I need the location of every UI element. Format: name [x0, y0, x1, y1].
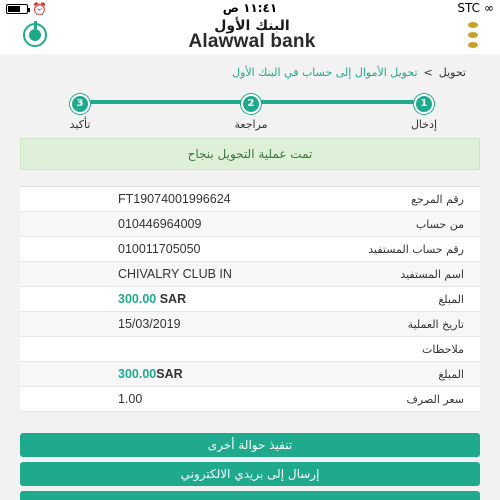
logo-arabic: البنك الأول — [214, 18, 290, 34]
detail-value: 010446964009 — [118, 217, 202, 231]
detail-label: رقم حساب المستفيد — [368, 243, 464, 256]
detail-label: سعر الصرف — [406, 393, 464, 406]
main-content — [0, 54, 500, 500]
status-right — [457, 1, 494, 15]
detail-row-reference — [20, 187, 480, 212]
send-email-button[interactable]: إرسال إلى بريدي الالكتروني — [20, 462, 480, 486]
alarm-icon: ⏰ — [32, 2, 47, 16]
detail-row-beneficiary-account — [20, 237, 480, 262]
detail-value: FT19074001996624 — [118, 192, 231, 206]
detail-row-from-account — [20, 212, 480, 237]
logo-english: Alawwal bank — [188, 31, 316, 52]
power-icon[interactable] — [23, 23, 47, 47]
detail-label: رقم المرجع — [411, 193, 464, 206]
clock: ١١:٤١ ص — [222, 1, 278, 15]
detail-row-amount-2 — [20, 362, 480, 387]
menu-dots-icon[interactable] — [466, 22, 480, 48]
detail-row-notes — [20, 337, 480, 362]
detail-label: ملاحظات — [422, 343, 464, 356]
step-label: تأكيد — [69, 118, 91, 131]
detail-label: من حساب — [415, 218, 464, 231]
currency-code: SAR — [156, 367, 183, 381]
step-review — [221, 94, 281, 131]
amount-value — [118, 292, 186, 306]
breadcrumb — [232, 66, 466, 79]
detail-value: 15/03/2019 — [118, 317, 181, 331]
detail-row-exchange-rate — [20, 387, 480, 412]
step-number: 2 — [241, 94, 261, 114]
amount-number: 300.00 — [118, 292, 157, 306]
app-header — [0, 18, 500, 54]
third-action-button[interactable] — [20, 491, 480, 500]
step-number: 1 — [414, 94, 434, 114]
detail-label: المبلغ — [438, 368, 464, 381]
detail-label: المبلغ — [438, 293, 464, 306]
transfer-details — [20, 186, 480, 412]
carrier: STC — [457, 1, 480, 15]
breadcrumb-separator: > — [423, 66, 433, 79]
detail-row-amount — [20, 287, 480, 312]
step-confirm — [50, 94, 110, 131]
step-input — [394, 94, 454, 131]
detail-row-date — [20, 312, 480, 337]
step-number: 3 — [70, 94, 90, 114]
breadcrumb-current: تحويل الأموال إلى حساب في البنك الأول — [232, 66, 418, 79]
amount-value — [118, 367, 183, 381]
new-transfer-button[interactable]: تنفيذ حوالة أخرى — [20, 433, 480, 457]
detail-row-beneficiary-name — [20, 262, 480, 287]
detail-label: تاريخ العملية — [407, 318, 464, 331]
step-label: مراجعة — [234, 118, 268, 131]
breadcrumb-root[interactable]: تحويل — [438, 66, 466, 79]
currency-code: SAR — [159, 292, 187, 306]
detail-value: CHIVALRY CLUB IN — [118, 267, 232, 281]
detail-label: اسم المستفيد — [400, 268, 464, 281]
step-label: إدخال — [410, 118, 438, 131]
amount-number: 300.00 — [118, 367, 157, 381]
bank-logo — [187, 19, 317, 53]
detail-value: 1.00 — [118, 392, 143, 406]
detail-value: 010011705050 — [118, 242, 201, 256]
link-icon: ∞ — [484, 1, 494, 15]
status-bar — [0, 0, 500, 18]
success-alert: تمت عملية التحويل بنجاح — [20, 138, 480, 170]
